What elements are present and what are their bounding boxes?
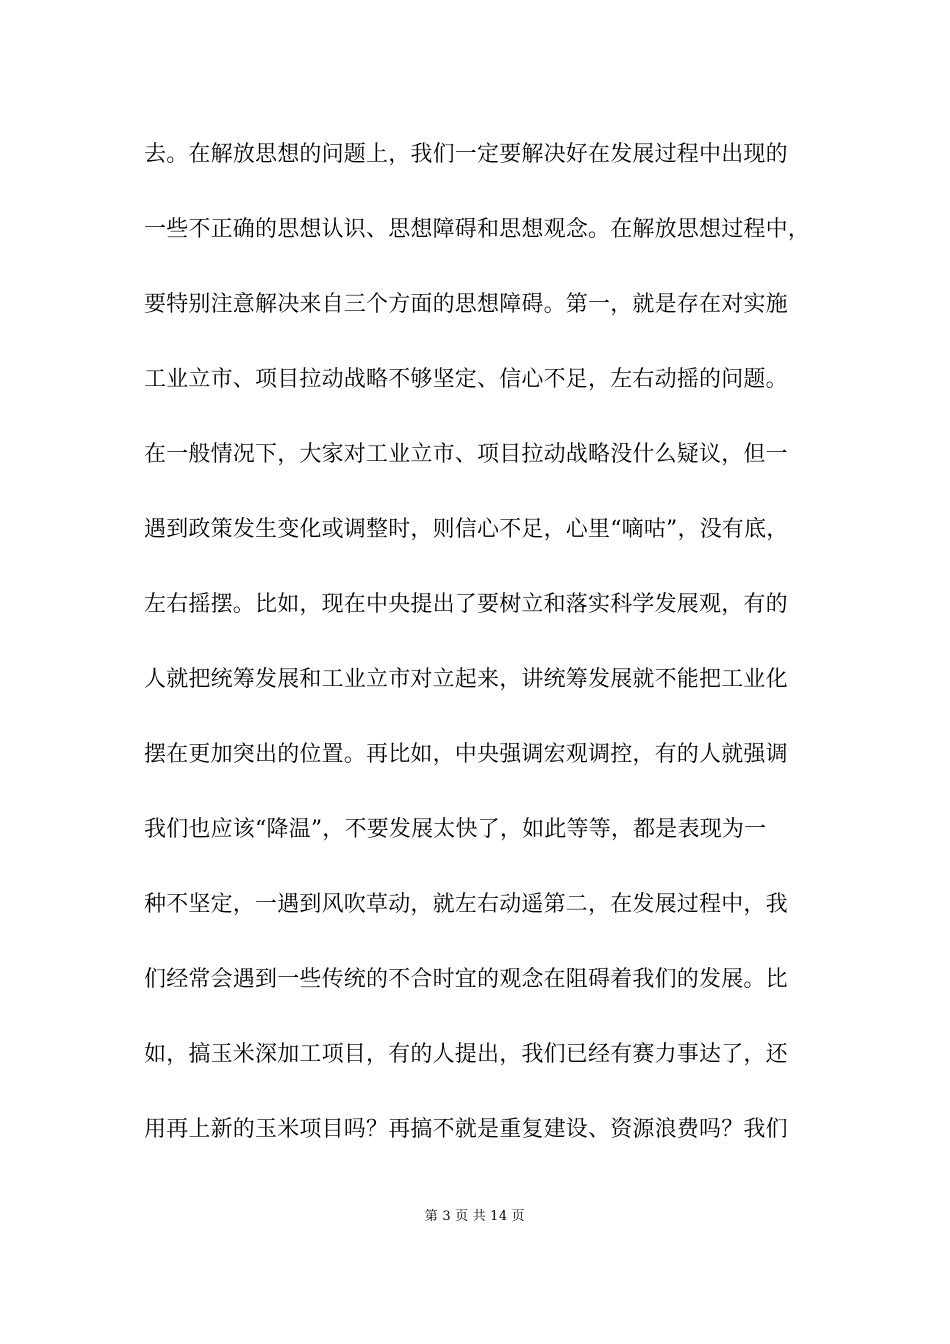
text-line: 在一般情况下，大家对工业立市、项目拉动战略没什么疑议，但一 <box>144 442 788 467</box>
text-line: 遇到政策发生变化或调整时，则信心不足，心里“嘀咕”，没有底， <box>144 517 789 542</box>
text-line: 一些不正确的思想认识、思想障碍和思想观念。在解放思想过程中， <box>144 217 811 242</box>
current-page-number: 3 <box>442 1209 452 1224</box>
text-line: 用再上新的玉米项目吗？再搞不就是重复建设、资源浪费吗？我们 <box>144 1117 788 1142</box>
body-text <box>144 135 834 1185</box>
page-footer <box>0 1207 950 1227</box>
text-line: 要特别注意解决来自三个方面的思想障碍。第一，就是存在对实施 <box>144 292 788 317</box>
text-line: 我们也应该“降温”，不要发展太快了，如此等等，都是表现为一 <box>144 817 767 842</box>
text-line: 人就把统筹发展和工业立市对立起来，讲统筹发展就不能把工业化 <box>144 667 788 692</box>
text-line: 左右摇摆。比如，现在中央提出了要树立和落实科学发展观，有的 <box>144 592 788 617</box>
page-label-mid1: 页 <box>455 1209 469 1224</box>
text-line: 去。在解放思想的问题上，我们一定要解决好在发展过程中出现的 <box>144 142 788 167</box>
text-line: 工业立市、项目拉动战略不够坚定、信心不足，左右动摇的问题。 <box>144 367 788 392</box>
text-line: 摆在更加突出的位置。再比如，中央强调宏观调控，有的人就强调 <box>144 742 788 767</box>
page-label-suffix: 页 <box>511 1209 526 1224</box>
text-line: 种不坚定，一遇到风吹草动，就左右动遥第二，在发展过程中，我 <box>144 892 788 917</box>
text-line: 如，搞玉米深加工项目，有的人提出，我们已经有赛力事达了，还 <box>144 1042 788 1067</box>
page-label-prefix: 第 <box>424 1209 439 1224</box>
total-pages-number: 14 <box>490 1209 508 1224</box>
page-label-mid2: 共 <box>472 1209 487 1224</box>
text-line: 们经常会遇到一些传统的不合时宜的观念在阻碍着我们的发展。比 <box>144 967 788 992</box>
